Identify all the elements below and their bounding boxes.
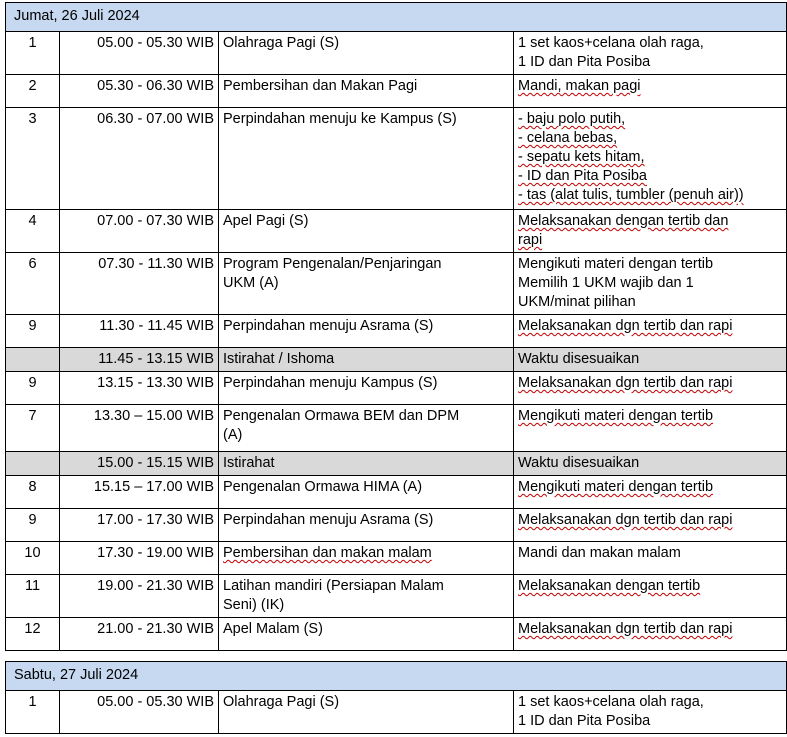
note-line: Melaksanakan dgn tertib dan rapi <box>518 318 733 334</box>
activity-line: Olahraga Pagi (S) <box>223 694 340 710</box>
row-note <box>514 210 787 253</box>
row-note <box>514 452 787 476</box>
day-title: Sabtu, 27 Juli 2024 <box>6 662 787 691</box>
row-note <box>514 405 787 452</box>
row-activity <box>219 372 514 405</box>
row-activity <box>219 253 514 315</box>
note-line: - tas (alat tulis, tumbler (penuh air)) <box>518 187 744 203</box>
row-time: 05.00 - 05.30 WIB <box>60 32 219 75</box>
row-time: 15.15 – 17.00 WIB <box>60 476 219 509</box>
note-line: Mengikuti materi dengan tertib <box>518 408 714 424</box>
note-line: Memilih 1 UKM wajib dan 1 <box>518 275 694 291</box>
activity-line: Perpindahan menuju Kampus (S) <box>223 375 438 391</box>
note-line: Mandi dan makan malam <box>518 545 681 561</box>
table-row <box>6 542 787 575</box>
activity-line: Olahraga Pagi (S) <box>223 35 340 51</box>
activity-line: Perpindahan menuju Asrama (S) <box>223 512 434 528</box>
row-number: 11 <box>6 575 60 618</box>
note-line: Mengikuti materi dengan tertib <box>518 479 714 495</box>
row-time: 17.30 - 19.00 WIB <box>60 542 219 575</box>
row-note <box>514 691 787 734</box>
row-activity <box>219 542 514 575</box>
row-note <box>514 348 787 372</box>
row-number: 10 <box>6 542 60 575</box>
row-number: 3 <box>6 108 60 210</box>
row-activity <box>219 575 514 618</box>
row-activity <box>219 509 514 542</box>
note-line: Melaksanakan dgn tertib dan rapi <box>518 375 733 391</box>
row-activity <box>219 618 514 651</box>
note-line: 1 ID dan Pita Posiba <box>518 713 651 729</box>
row-activity <box>219 691 514 734</box>
row-time: 17.00 - 17.30 WIB <box>60 509 219 542</box>
row-time: 19.00 - 21.30 WIB <box>60 575 219 618</box>
row-activity <box>219 75 514 108</box>
row-number: 1 <box>6 32 60 75</box>
row-time: 06.30 - 07.00 WIB <box>60 108 219 210</box>
row-number: 2 <box>6 75 60 108</box>
table-row <box>6 108 787 210</box>
table-row <box>6 575 787 618</box>
activity-line: Pengenalan Ormawa BEM dan DPM <box>223 408 460 424</box>
row-number: 9 <box>6 509 60 542</box>
activity-line: Istirahat / Ishoma <box>223 351 335 367</box>
row-note <box>514 476 787 509</box>
activity-line: Perpindahan menuju Asrama (S) <box>223 318 434 334</box>
table-row <box>6 372 787 405</box>
note-line: Waktu disesuaikan <box>518 351 640 367</box>
row-note <box>514 253 787 315</box>
activity-line: Pembersihan dan makan malam <box>223 545 432 561</box>
activity-line: Apel Malam (S) <box>223 621 323 637</box>
table-row <box>6 476 787 509</box>
note-line: Melaksanakan dengan tertib <box>518 578 701 594</box>
row-time: 11.30 - 11.45 WIB <box>60 315 219 348</box>
table-row <box>6 253 787 315</box>
row-note <box>514 32 787 75</box>
table-row <box>6 315 787 348</box>
row-number: 4 <box>6 210 60 253</box>
row-time: 15.00 - 15.15 WIB <box>60 452 219 476</box>
table-row <box>6 405 787 452</box>
row-time: 13.30 – 15.00 WIB <box>60 405 219 452</box>
activity-line: Istirahat <box>223 455 275 471</box>
row-time: 05.30 - 06.30 WIB <box>60 75 219 108</box>
activity-line: Pengenalan Ormawa HIMA (A) <box>223 479 423 495</box>
row-time: 07.00 - 07.30 WIB <box>60 210 219 253</box>
activity-line: (A) <box>223 427 243 443</box>
row-number: 8 <box>6 476 60 509</box>
activity-line: Latihan mandiri (Persiapan Malam <box>223 578 444 594</box>
row-activity <box>219 405 514 452</box>
row-number: 9 <box>6 372 60 405</box>
row-note <box>514 372 787 405</box>
note-line: - ID dan Pita Posiba <box>518 168 647 184</box>
break-row <box>6 452 787 476</box>
row-time: 07.30 - 11.30 WIB <box>60 253 219 315</box>
note-line: Melaksanakan dengan tertib dan <box>518 213 729 229</box>
row-note <box>514 509 787 542</box>
row-time: 13.15 - 13.30 WIB <box>60 372 219 405</box>
row-time: 21.00 - 21.30 WIB <box>60 618 219 651</box>
table-row <box>6 75 787 108</box>
activity-line: UKM (A) <box>223 275 279 291</box>
row-note <box>514 618 787 651</box>
row-number: 7 <box>6 405 60 452</box>
activity-line: Seni) (IK) <box>223 597 285 613</box>
row-number <box>6 348 60 372</box>
row-number: 1 <box>6 691 60 734</box>
row-activity <box>219 315 514 348</box>
note-line: 1 set kaos+celana olah raga, <box>518 694 704 710</box>
table-row <box>6 618 787 651</box>
row-number: 12 <box>6 618 60 651</box>
row-activity <box>219 210 514 253</box>
activity-line: Apel Pagi (S) <box>223 213 309 229</box>
table-row <box>6 32 787 75</box>
schedule-table-day2 <box>5 661 787 734</box>
row-activity <box>219 32 514 75</box>
row-note <box>514 542 787 575</box>
row-activity <box>219 108 514 210</box>
note-line: 1 ID dan Pita Posiba <box>518 54 651 70</box>
table-row <box>6 691 787 734</box>
row-number: 9 <box>6 315 60 348</box>
table-row <box>6 210 787 253</box>
note-line: - celana bebas, <box>518 130 618 146</box>
activity-line: Program Pengenalan/Penjaringan <box>223 256 442 272</box>
note-line: rapi <box>518 232 543 248</box>
day-header-row <box>6 3 787 32</box>
day-header-row <box>6 662 787 691</box>
activity-line: Pembersihan dan Makan Pagi <box>223 78 418 94</box>
row-note <box>514 108 787 210</box>
row-time: 11.45 - 13.15 WIB <box>60 348 219 372</box>
row-note <box>514 575 787 618</box>
note-line: Melaksanakan dgn tertib dan rapi <box>518 512 733 528</box>
row-note <box>514 75 787 108</box>
break-row <box>6 348 787 372</box>
note-line: - baju polo putih, <box>518 111 626 127</box>
note-line: Mengikuti materi dengan tertib <box>518 256 714 272</box>
note-line: Waktu disesuaikan <box>518 455 640 471</box>
table-row <box>6 509 787 542</box>
note-line: - sepatu kets hitam, <box>518 149 645 165</box>
row-activity <box>219 476 514 509</box>
row-number <box>6 452 60 476</box>
row-activity <box>219 348 514 372</box>
note-line: UKM/minat pilihan <box>518 294 636 310</box>
row-time: 05.00 - 05.30 WIB <box>60 691 219 734</box>
note-line: Mandi, makan pagi <box>518 78 641 94</box>
note-line: Melaksanakan dgn tertib dan rapi <box>518 621 733 637</box>
row-note <box>514 315 787 348</box>
activity-line: Perpindahan menuju ke Kampus (S) <box>223 111 457 127</box>
row-number: 6 <box>6 253 60 315</box>
schedule-table-day1 <box>5 2 787 651</box>
day-title: Jumat, 26 Juli 2024 <box>6 3 787 32</box>
note-line: 1 set kaos+celana olah raga, <box>518 35 704 51</box>
row-activity <box>219 452 514 476</box>
